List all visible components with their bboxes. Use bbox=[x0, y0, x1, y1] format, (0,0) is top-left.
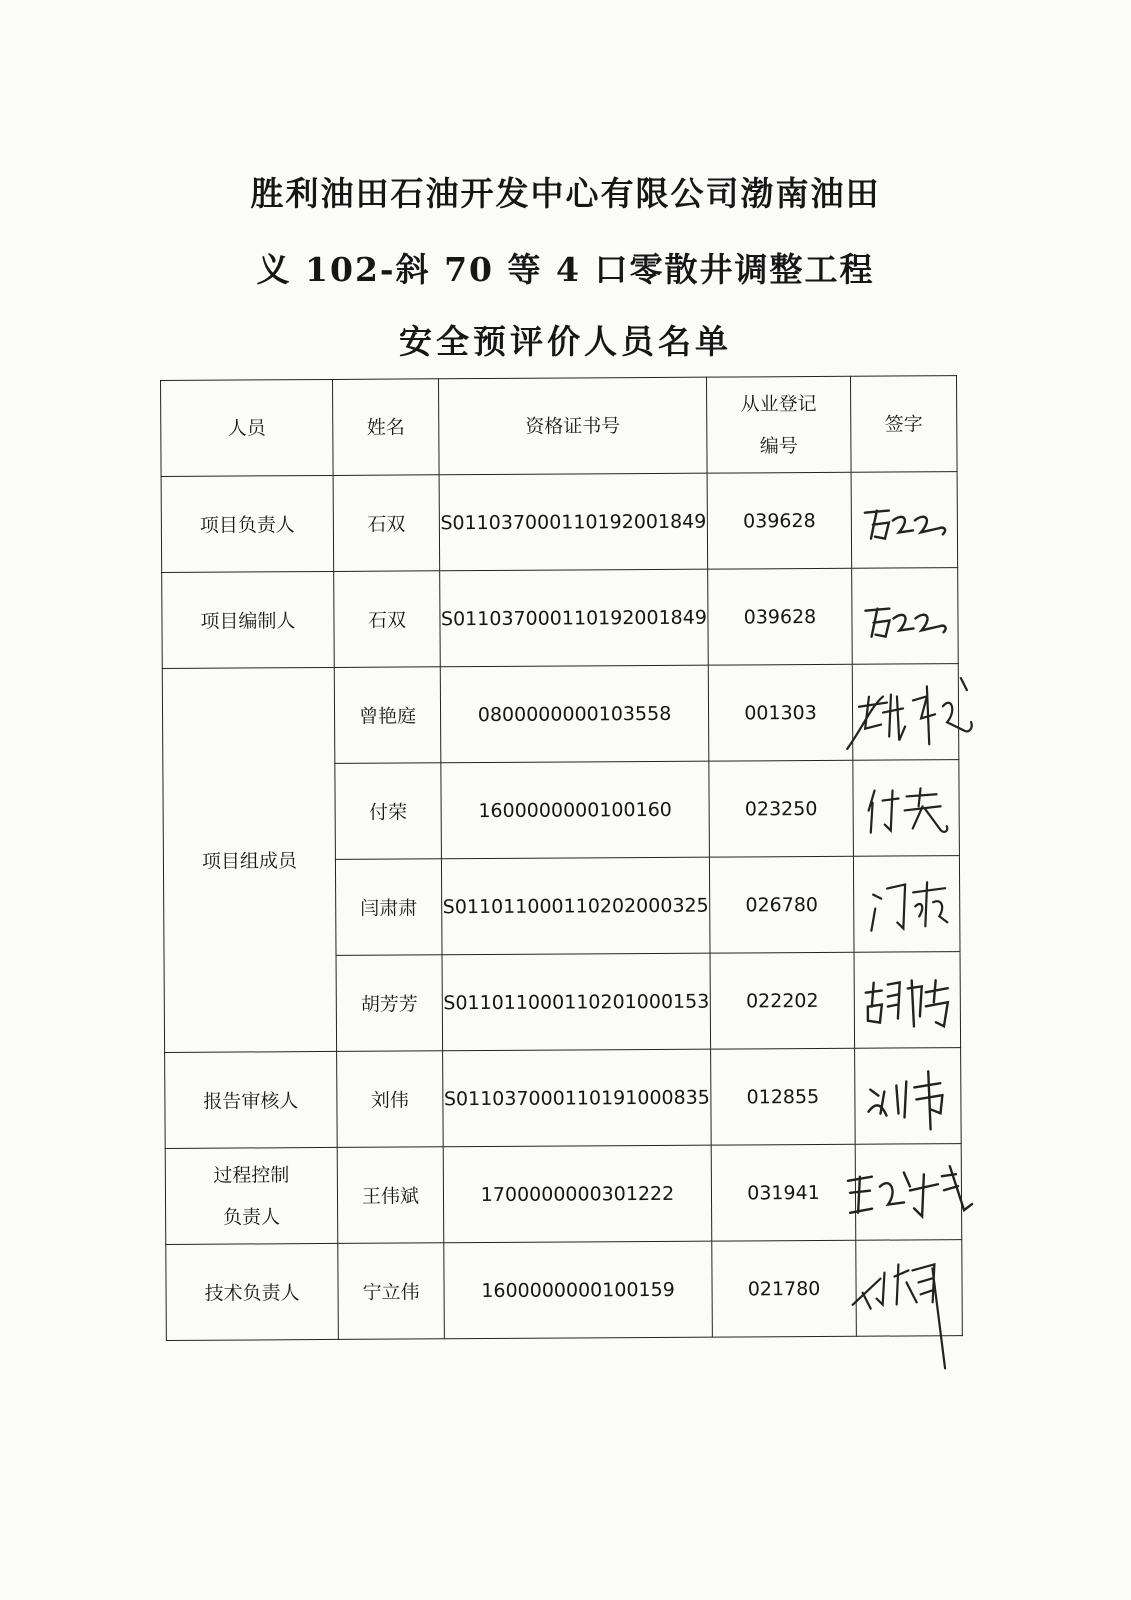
table-row bbox=[162, 664, 959, 765]
role-cell: 报告审核人 bbox=[165, 1051, 338, 1148]
table-row bbox=[162, 568, 959, 669]
cert-cell: S011011000110201000153 bbox=[442, 953, 711, 1051]
name-cell: 曾艳庭 bbox=[334, 667, 441, 764]
name-cell: 胡芳芳 bbox=[336, 955, 443, 1052]
role-cell bbox=[165, 1147, 338, 1244]
role-line-2: 负责人 bbox=[223, 1205, 281, 1229]
signature-image bbox=[861, 872, 953, 937]
signature-image bbox=[846, 1146, 976, 1227]
name-cell: 石双 bbox=[333, 475, 440, 572]
signature-image bbox=[858, 490, 950, 551]
role-cell: 项目组成员 bbox=[162, 667, 336, 1052]
header-reg-line-1: 从业登记 bbox=[740, 392, 817, 415]
header-cert: 资格证书号 bbox=[438, 377, 707, 475]
name-cell: 付荣 bbox=[335, 763, 442, 860]
cert-cell: 0800000000103558 bbox=[440, 665, 709, 763]
cert-cell: S011037000110192001849 bbox=[439, 473, 708, 571]
header-name: 姓名 bbox=[332, 379, 439, 476]
reg-cell: 031941 bbox=[711, 1144, 856, 1241]
reg-cell: 026780 bbox=[709, 856, 854, 953]
signature-image bbox=[860, 1061, 956, 1132]
cert-cell: S011037000110192001849 bbox=[440, 569, 709, 667]
reg-cell: 012855 bbox=[711, 1048, 856, 1145]
role-cell: 项目负责人 bbox=[161, 475, 334, 572]
table-row bbox=[166, 1240, 963, 1341]
personnel-table bbox=[160, 375, 963, 1341]
signature-image bbox=[843, 666, 994, 757]
name-cell: 石双 bbox=[334, 571, 441, 668]
signature-cell bbox=[852, 664, 959, 761]
signature-cell bbox=[853, 856, 960, 953]
reg-cell: 039628 bbox=[707, 472, 852, 569]
signature-image bbox=[846, 1242, 963, 1373]
name-cell: 刘伟 bbox=[337, 1051, 444, 1148]
header-role: 人员 bbox=[161, 379, 334, 476]
cert-cell: 1600000000100159 bbox=[444, 1241, 713, 1339]
role-cell: 项目编制人 bbox=[162, 571, 335, 668]
signature-image bbox=[860, 776, 952, 841]
table-row bbox=[165, 1144, 962, 1245]
name-cell: 闫肃肃 bbox=[335, 859, 442, 956]
name-cell: 宁立伟 bbox=[338, 1243, 445, 1340]
reg-cell: 021780 bbox=[712, 1240, 857, 1337]
document-title-line-2: 义 102-斜 70 等 4 口零散井调整工程 bbox=[256, 250, 875, 289]
cert-cell: 1600000000100160 bbox=[441, 761, 710, 859]
signature-image bbox=[859, 966, 955, 1035]
header-signature: 签字 bbox=[850, 376, 957, 473]
role-line-1: 过程控制 bbox=[213, 1163, 290, 1187]
cert-cell: S011011000110202000325 bbox=[441, 857, 710, 955]
signature-cell bbox=[853, 760, 960, 857]
signature-cell bbox=[852, 568, 959, 665]
signature-cell bbox=[856, 1240, 963, 1337]
name-cell: 王伟斌 bbox=[337, 1147, 444, 1244]
signature-cell bbox=[854, 952, 961, 1049]
role-cell: 技术负责人 bbox=[166, 1243, 339, 1340]
signature-image bbox=[859, 586, 951, 647]
signature-cell bbox=[855, 1048, 962, 1145]
header-reg bbox=[706, 376, 851, 473]
reg-cell: 022202 bbox=[710, 952, 855, 1049]
cert-cell: S011037000110191000835 bbox=[443, 1049, 712, 1147]
table-header-row bbox=[161, 376, 958, 477]
table-row bbox=[165, 1048, 962, 1149]
signature-cell bbox=[855, 1144, 962, 1241]
reg-cell: 039628 bbox=[708, 568, 853, 665]
reg-cell: 023250 bbox=[709, 760, 854, 857]
header-reg-line-2: 编号 bbox=[759, 434, 798, 457]
cert-cell: 1700000000301222 bbox=[443, 1145, 712, 1243]
reg-cell: 001303 bbox=[708, 664, 853, 761]
table-row bbox=[161, 472, 958, 573]
document-title-line-3: 安全预评价人员名单 bbox=[399, 322, 732, 361]
document-title-line-1: 胜利油田石油开发中心有限公司渤南油田 bbox=[250, 174, 881, 213]
signature-cell bbox=[851, 472, 958, 569]
